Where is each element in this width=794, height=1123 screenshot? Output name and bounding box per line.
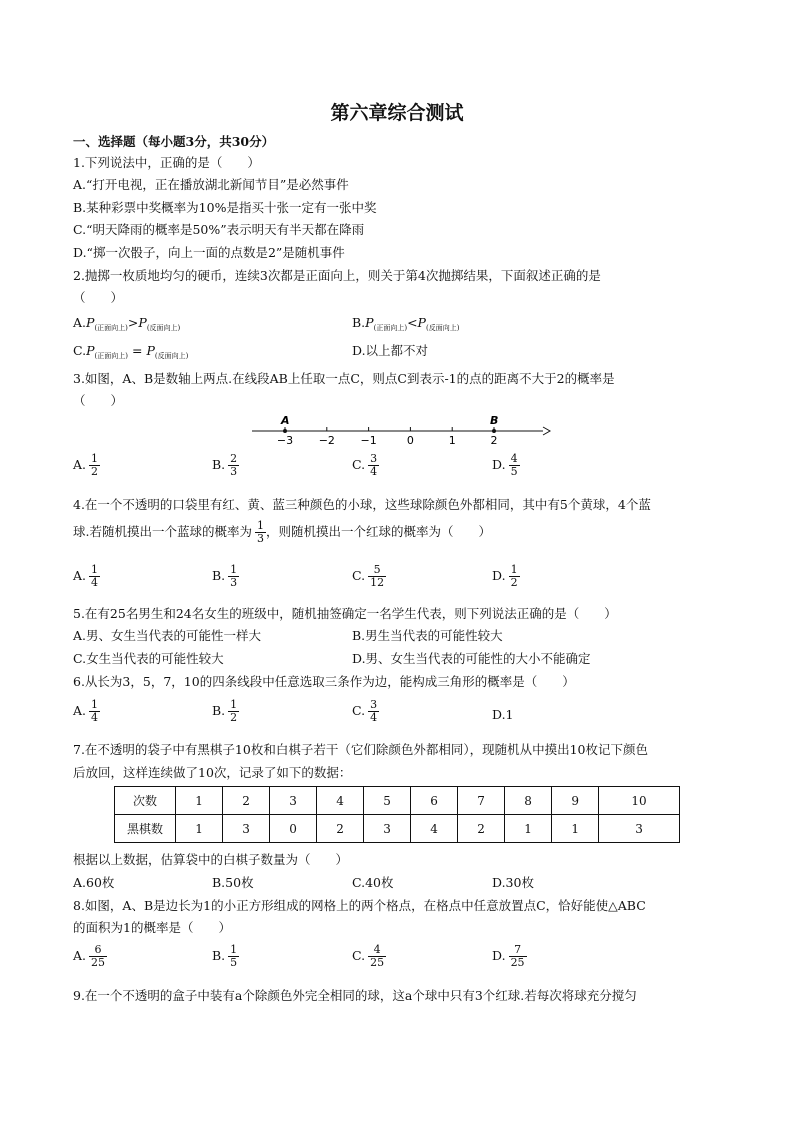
axis-tick-label: 1 (448, 434, 456, 447)
q1-option-c: C.“明天降雨的概率是50%”表示明天有半天都在降雨 (73, 222, 365, 237)
q4-option-c: C. $\frac{5}{12}$ (352, 563, 385, 589)
q9-line1: 9.在一个不透明的盒子中装有a个除颜色外完全相同的球，这a个球中只有3个红球.若每次将球充分搅匀 (73, 988, 637, 1003)
q3-stem: 3.如图，A、B是数轴上两点.在线段AB上任取一点C，则点C到表示-1的点的距离不大于2的概率是 (73, 371, 615, 386)
table-cell: 10 (599, 787, 680, 815)
table-cell: 8 (505, 787, 552, 815)
table-cell: 2 (317, 815, 364, 843)
q8-option-d: D. $\frac{7}{25}$ (492, 943, 525, 969)
q5-option-d: D.男、女生当代表的可能性的大小不能确定 (352, 651, 591, 666)
axis-tick-label: −3 (276, 434, 294, 447)
point-a-dot (283, 429, 287, 433)
table-cell: 3 (223, 815, 270, 843)
q8-option-c: C. $\frac{4}{25}$ (352, 943, 385, 969)
table-row (115, 815, 680, 843)
table-cell: 次数 (115, 787, 176, 815)
table-cell: 3 (270, 787, 317, 815)
axis-arrow (543, 427, 550, 435)
q2-option-c: $C.P_{(正面向上)} = P_{(反面向上)}$ (73, 343, 189, 360)
table-cell: 1 (176, 815, 223, 843)
axis-tick-label: 0 (406, 434, 414, 447)
q4-option-a: A. $\frac{1}{4}$ (73, 563, 99, 589)
q3-option-a: A. $\frac{1}{2}$ (73, 452, 99, 478)
table-cell: 1 (505, 815, 552, 843)
q8-option-b: B. $\frac{1}{5}$ (212, 943, 238, 969)
table-cell: 黑棋数 (115, 815, 176, 843)
q2-paren: （ ） (73, 290, 124, 305)
point-b-dot (492, 429, 496, 433)
q6-stem: 6.从长为3，5，7，10的四条线段中任意选取三条作为边，能构成三角形的概率是（ ） (73, 674, 575, 689)
table-cell: 3 (599, 815, 680, 843)
q2-option-b: $B.P_{(正面向上)}<P_{(反面向上)}$ (352, 315, 460, 332)
q4-line1: 4.在一个不透明的口袋里有红、黄、蓝三种颜色的小球，这些球除颜色外都相同，其中有5个黄球，4个蓝 (73, 497, 651, 512)
q1-option-b: B.某种彩票中奖概率为10%是指买十张一定有一张中奖 (73, 200, 377, 215)
table-cell: 2 (458, 815, 505, 843)
number-line-figure (240, 408, 560, 450)
page-title: 第六章综合测试 (330, 102, 464, 124)
table-row (115, 787, 680, 815)
q4-option-d: D. $\frac{1}{2}$ (492, 563, 518, 589)
q2-stem: 2.抛掷一枚质地均匀的硬币，连续3次都是正面向上，则关于第4次抛掷结果，下面叙述正确的是 (73, 268, 601, 283)
q7-line1: 7.在不透明的袋子中有黑棋子10枚和白棋子若干（它们除颜色外都相同），现随机从中摸出10枚记下颜色 (73, 742, 648, 757)
table-cell: 0 (270, 815, 317, 843)
q1-option-a: A.“打开电视，正在播放湖北新闻节目”是必然事件 (73, 177, 349, 192)
q3-paren: （ ） (73, 393, 124, 408)
section-heading: 一、选择题（每小题3分，共30分） (73, 134, 275, 149)
table-cell: 9 (552, 787, 599, 815)
q8-option-a: A. $\frac{6}{25}$ (73, 943, 106, 969)
table-cell: 3 (364, 815, 411, 843)
q1-option-d: D.“掷一次骰子，向上一面的点数是2”是随机事件 (73, 245, 345, 260)
q3-option-b: B. $\frac{2}{3}$ (212, 452, 238, 478)
q7-option-c: C.40枚 (352, 875, 394, 890)
q7-data-table (114, 786, 680, 843)
table-cell: 6 (411, 787, 458, 815)
q5-stem: 5.在有25名男生和24名女生的班级中，随机抽签确定一名学生代表，则下列说法正确的是（ ） (73, 606, 617, 621)
q5-option-a: A.男、女生当代表的可能性一样大 (73, 628, 262, 643)
q6-option-a: A. $\frac{1}{4}$ (73, 698, 99, 724)
q6-option-b: B. $\frac{1}{2}$ (212, 698, 238, 724)
q7-option-a: A.60枚 (73, 875, 115, 890)
axis-tick-label: 2 (490, 434, 498, 447)
q2-option-d: D.以上都不对 (352, 343, 429, 358)
axis-tick-label: −1 (360, 434, 377, 447)
q5-option-b: B.男生当代表的可能性较大 (352, 628, 503, 643)
table-cell: 7 (458, 787, 505, 815)
table-cell: 5 (364, 787, 411, 815)
q1-stem: 1.下列说法中，正确的是（ ） (73, 155, 260, 170)
q7-option-b: B.50枚 (212, 875, 254, 890)
table-cell: 4 (317, 787, 364, 815)
q6-option-d: D.1 (492, 707, 514, 722)
q3-option-c: C. $\frac{3}{4}$ (352, 452, 378, 478)
q7-option-d: D.30枚 (492, 875, 534, 890)
axis-tick-label: −2 (318, 434, 335, 447)
q8-line2: 的面积为1的概率是（ ） (73, 920, 231, 935)
q4-line2: 球.若随机摸出一个蓝球的概率为 $\frac{1}{3}$ ，则随机摸出一个红球的概率为（ ） (73, 519, 491, 545)
q7-question: 根据以上数据，估算袋中的白棋子数量为（ ） (73, 852, 349, 867)
q8-line1: 8.如图，A、B是边长为1的小正方形组成的网格上的两个格点，在格点中任意放置点C，恰好能使△ABC (73, 898, 646, 913)
q6-option-c: C. $\frac{3}{4}$ (352, 698, 378, 724)
q3-option-d: D. $\frac{4}{5}$ (492, 452, 518, 478)
table-cell: 2 (223, 787, 270, 815)
q2-option-a: $A.P_{(正面向上)}>P_{(反面向上)}$ (73, 315, 181, 332)
point-a-label: A (281, 414, 290, 427)
q7-line2: 后放回，这样连续做了10次，记录了如下的数据： (73, 765, 352, 780)
table-cell: 1 (176, 787, 223, 815)
table-cell: 1 (552, 815, 599, 843)
point-b-label: B (490, 414, 499, 427)
table-cell: 4 (411, 815, 458, 843)
q5-option-c: C.女生当代表的可能性较大 (73, 651, 224, 666)
q4-option-b: B. $\frac{1}{3}$ (212, 563, 238, 589)
